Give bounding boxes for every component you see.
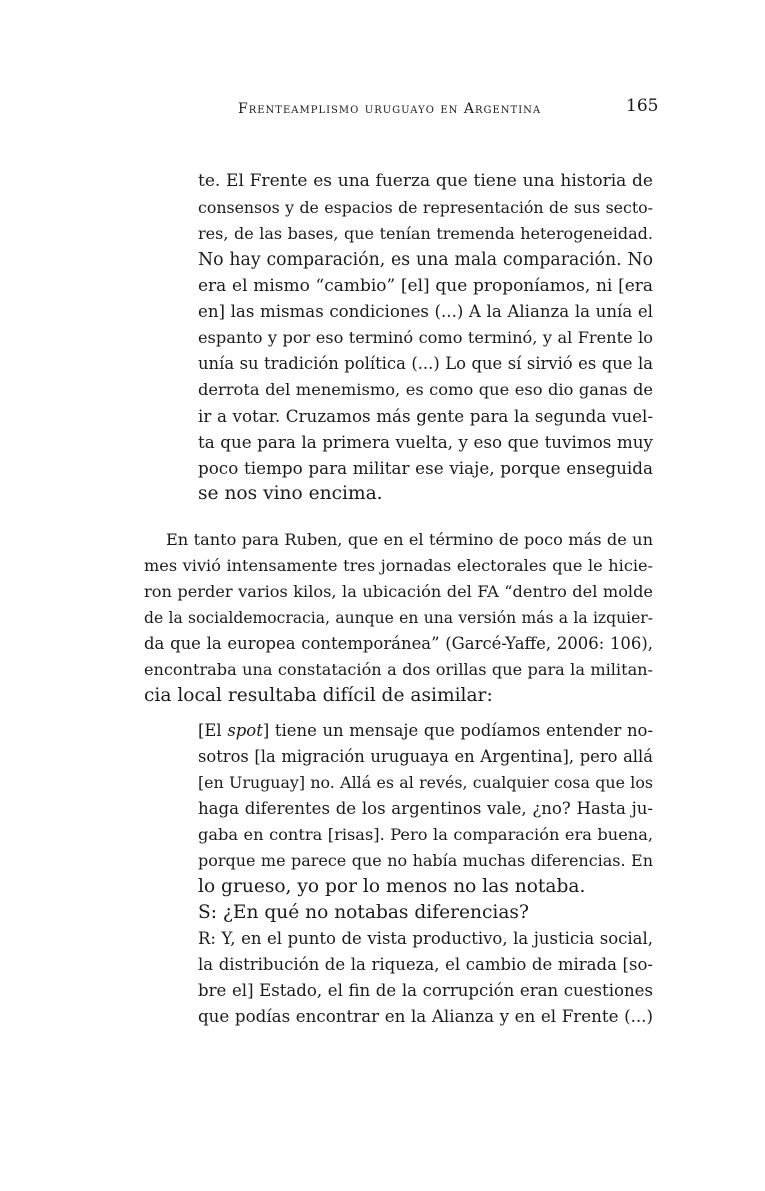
quote-line: unía su tradición política (...) Lo que sí sirvió es que la [198, 354, 653, 373]
quote-line: haga diferentes de los argentinos vale, ¿no? Hasta ju- [198, 799, 653, 818]
interview-answer-line: la distribución de la riqueza, el cambio de mirada [so- [198, 955, 653, 974]
quote-line: sotros [la migración uruguaya en Argentina], pero allá [198, 747, 653, 766]
body-line: En tanto para Ruben, que en el término de poco más de un [166, 530, 653, 549]
quote-text: ] tiene un mensaje que podíamos entender no- [262, 721, 653, 740]
body-line: de la socialdemocracia, aunque en una versión más a la izquier- [144, 609, 653, 627]
quote-line: era el mismo “cambio” [el] que proponíamos, ni [era [198, 276, 653, 296]
body-line: ron perder varios kilos, la ubicación del FA “dentro del molde [144, 582, 653, 601]
quote-italic-term: spot [227, 721, 263, 740]
quote-line: consensos y de espacios de representación de sus secto- [198, 198, 653, 217]
interview-answer-line: bre el] Estado, el fin de la corrupción eran cuestiones [198, 981, 653, 1000]
body-line: mes vivió intensamente tres jornadas electorales que le hicie- [144, 556, 653, 575]
page-number: 165 [626, 96, 659, 116]
quote-line: ta que para la primera vuelta, y eso que tuvimos muy [198, 432, 653, 452]
quote-line: lo grueso, yo por lo menos no las notaba. [198, 876, 586, 897]
body-line: da que la europea contemporánea” (Garcé-Yaffe, 2006: 106), [144, 634, 653, 653]
quote-line: gaba en contra [risas]. Pero la comparación era buena, [198, 825, 653, 844]
running-head [0, 96, 765, 124]
quote-line: No hay comparación, es una mala comparación. No [198, 250, 653, 270]
quote-line: en] las mismas condiciones (...) A la Alianza la unía el [198, 302, 653, 321]
interview-answer-line: que podías encontrar en la Alianza y en el Frente (...) [198, 1007, 653, 1026]
quote-line: se nos vino encima. [198, 483, 383, 504]
interview-answer-line: R: Y, en el punto de vista productivo, la justicia social, [198, 929, 653, 948]
quote-text: [El [198, 721, 228, 740]
quote-line [198, 718, 653, 744]
running-head-title: Frenteamplismo uruguayo en Argentina [238, 101, 542, 117]
quote-line: res, de las bases, que tenían tremenda heterogeneidad. [198, 224, 653, 243]
interview-question: S: ¿En qué no notabas diferencias? [198, 902, 529, 923]
body-line: cia local resultaba difícil de asimilar: [144, 685, 493, 706]
quote-line: [en Uruguay] no. Allá es al revés, cualquier cosa que los [198, 773, 653, 792]
quote-line: derrota del menemismo, es como que eso dio ganas de [198, 380, 653, 399]
quote-line: ir a votar. Cruzamos más gente para la segunda vuel- [198, 406, 653, 426]
body-line: encontraba una constatación a dos orillas que para la militan- [144, 660, 653, 679]
quote-line: te. El Frente es una fuerza que tiene una historia de [198, 171, 653, 191]
quote-line: poco tiempo para militar ese viaje, porque enseguida [198, 458, 653, 478]
quote-line: porque me parece que no había muchas diferencias. En [198, 851, 653, 870]
quote-line: espanto y por eso terminó como terminó, y al Frente lo [198, 328, 653, 347]
